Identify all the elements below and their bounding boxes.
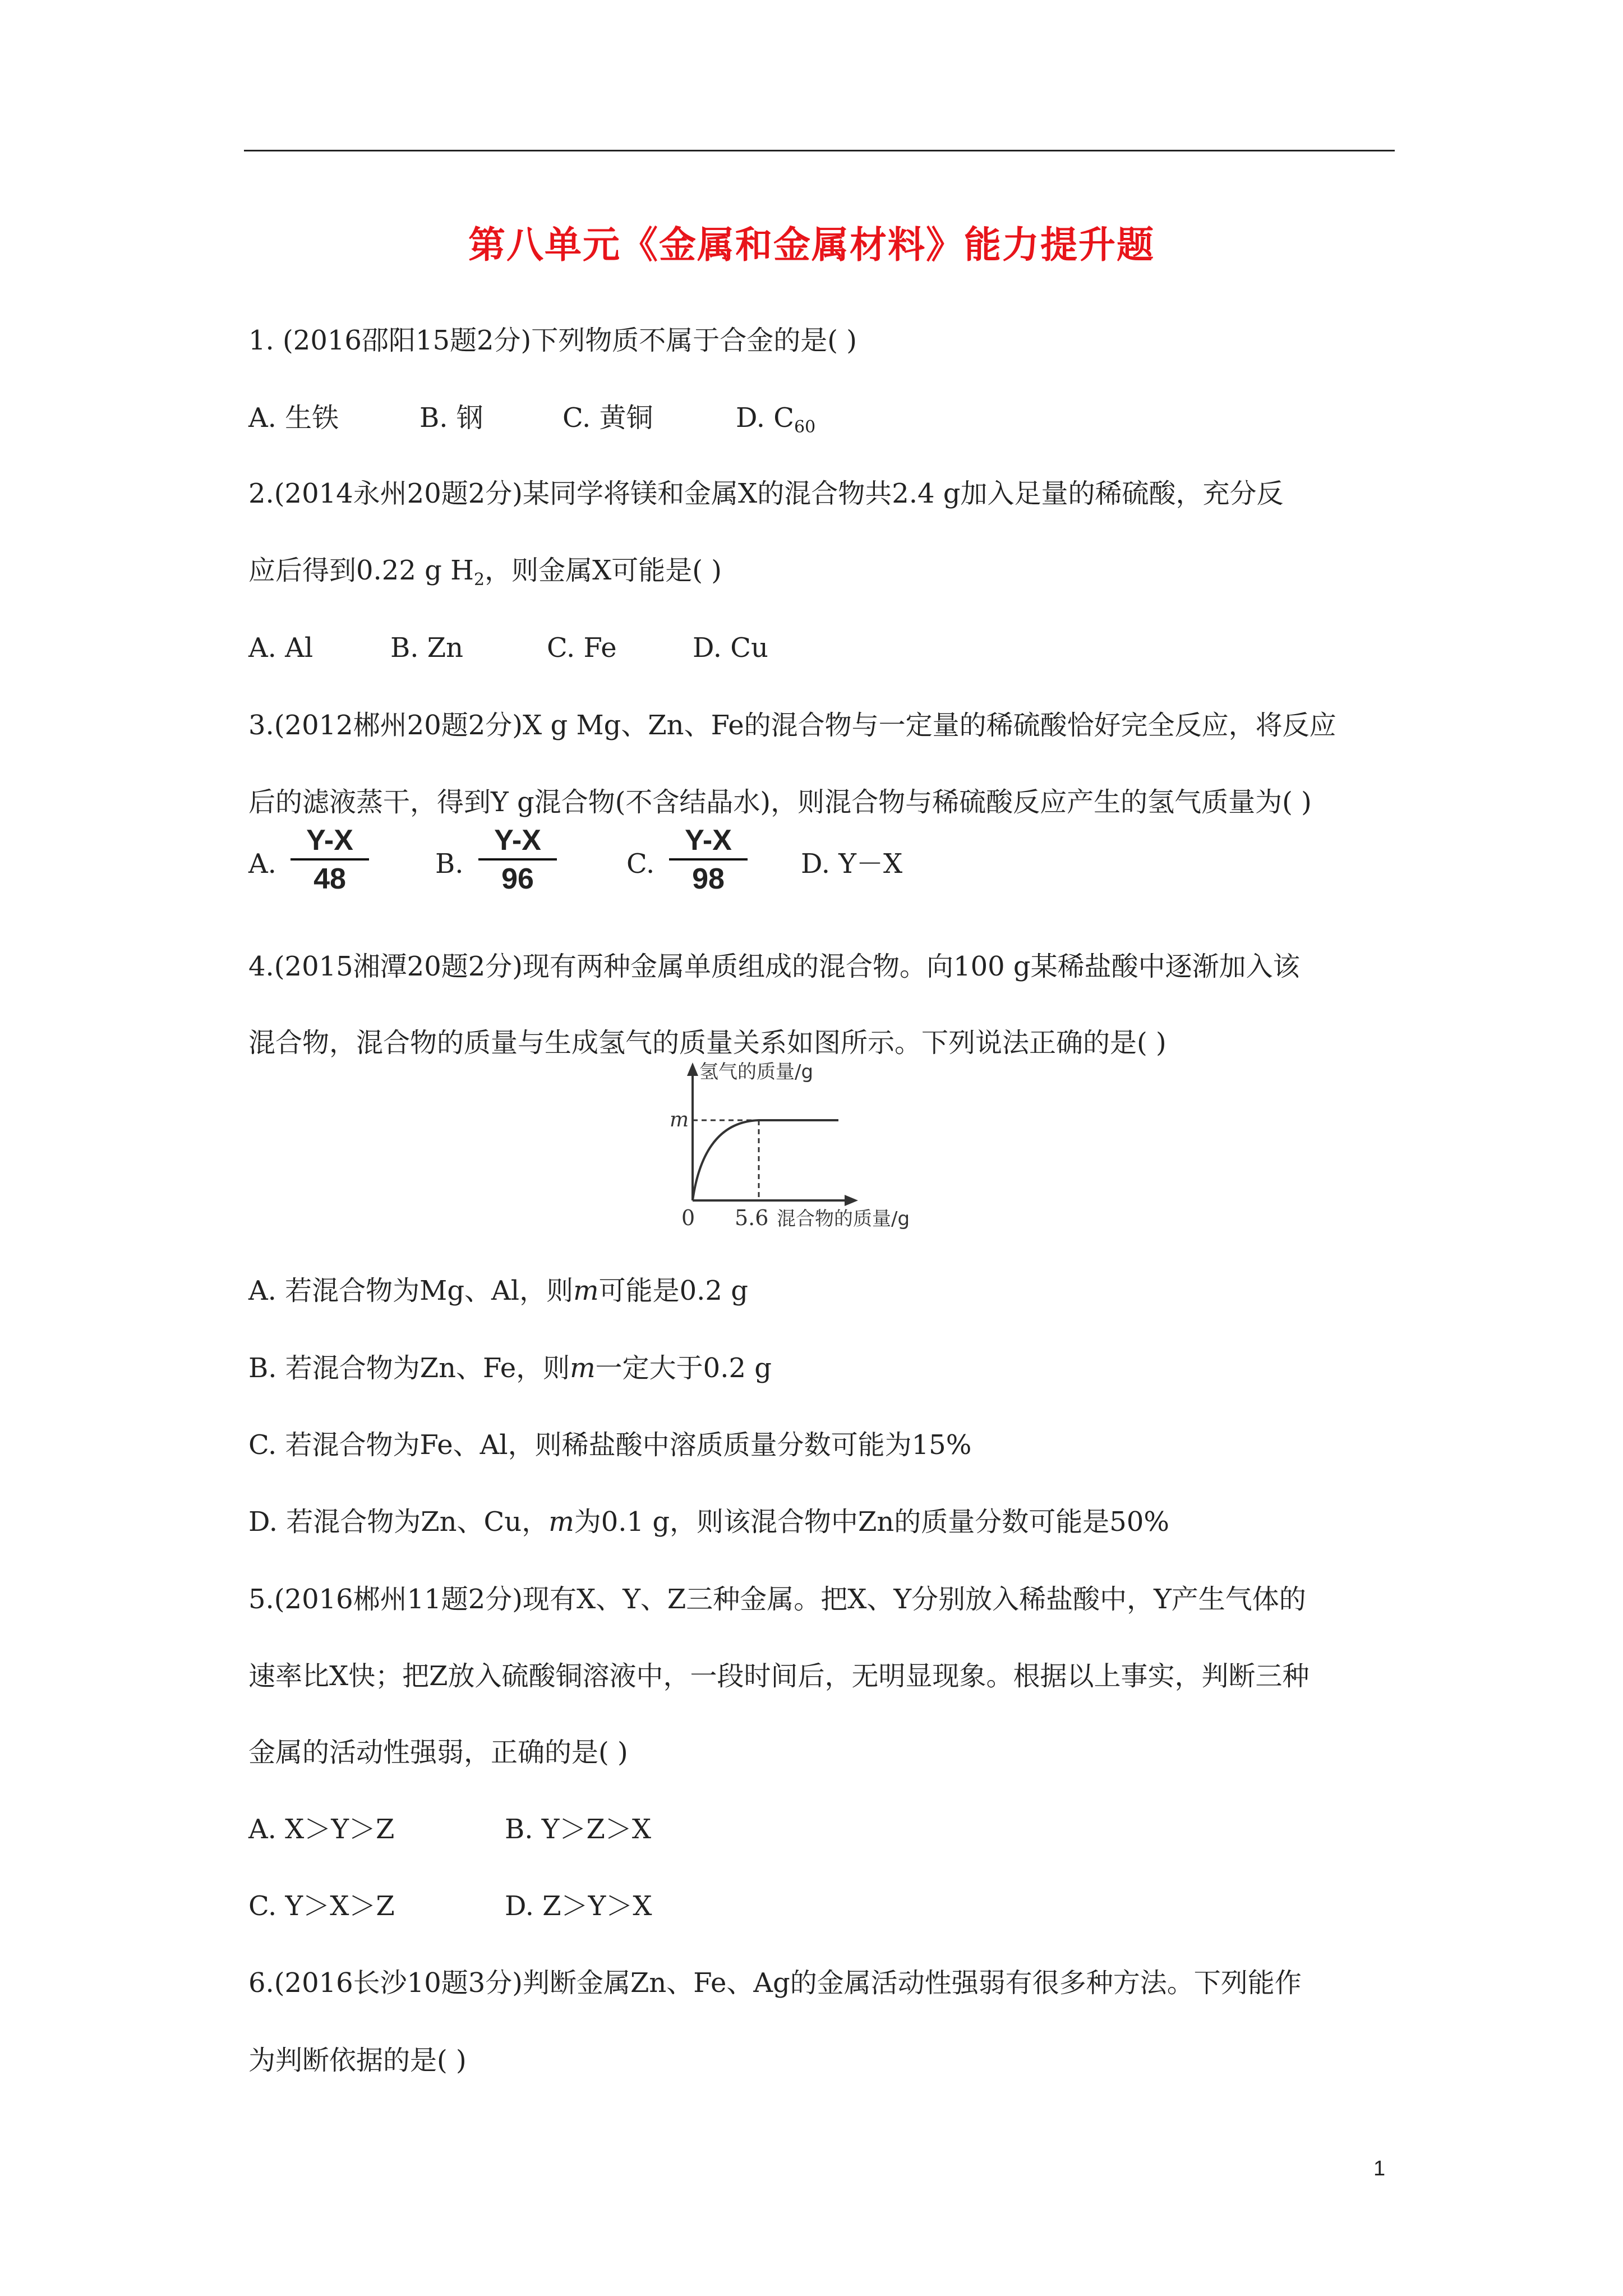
q1-option-a: A. 生铁 [248,402,339,434]
q2-stem-line1: 2.(2014永州20题2分)某同学将镁和金属X的混合物共2.4 g加入足量的稀硫酸，充分反 [248,478,1284,509]
q4-stem-line2: 混合物，混合物的质量与生成氢气的质量关系如图所示。下列说法正确的是( ) [248,1027,1166,1059]
fraction-numerator: Y-X [669,823,748,861]
q2-option-b: B. Zn [390,632,464,664]
q2-option-c: C. Fe [547,632,617,664]
q6-stem-line2: 为判断依据的是( ) [248,2045,467,2076]
fraction-numerator: Y-X [291,823,369,861]
fraction-denominator: 96 [501,863,534,895]
q4-option-d: D. 若混合物为Zn、Cu，m为0.1 g，则该混合物中Zn的质量分数可能是50% [248,1506,1169,1538]
q3-option-a-fraction [291,823,369,898]
q4-stem-line1: 4.(2015湘潭20题2分)现有两种金属单质组成的混合物。向100 g某稀盐酸中逐渐加入该 [248,951,1300,982]
q3-option-c-label: C. [626,848,655,880]
page-number: 1 [1373,2157,1386,2180]
q2-option-a: A. Al [248,632,313,664]
q5-option-a: A. X＞Y＞Z [248,1814,395,1845]
q3-option-b-label: B. [435,848,464,880]
q4-option-b: B. 若混合物为Zn、Fe，则m一定大于0.2 g [248,1352,772,1384]
q5-option-b: B. Y＞Z＞X [505,1814,652,1845]
q1-option-b: B. 钢 [419,402,483,434]
q1-option-c: C. 黄铜 [562,402,653,434]
q3-option-c-fraction [669,823,748,898]
q5-option-d: D. Z＞Y＞X [505,1890,652,1922]
q3-stem-line1: 3.(2012郴州20题2分)X g Mg、Zn、Fe的混合物与一定量的稀硫酸恰好完全反应，将反应 [248,710,1336,741]
page-title: 第八单元《金属和金属材料》能力提升题 [468,223,1155,266]
q6-stem-line1: 6.(2016长沙10题3分)判断金属Zn、Fe、Ag的金属活动性强弱有很多种方法。下列能作 [248,1967,1302,1999]
curve-rising [693,1120,759,1200]
fraction-denominator: 48 [313,863,346,895]
fraction-denominator: 98 [692,863,725,895]
y-axis-arrow [687,1062,698,1076]
header-rule [244,150,1395,151]
q2-stem-line2: 应后得到0.22 g $H_2$，则金属X可能是( ) [248,555,722,590]
fraction-numerator: Y-X [478,823,557,861]
q3-option-d: D. Y－X [801,848,903,880]
origin-label: 0 [681,1205,695,1230]
q5-option-c: C. Y＞X＞Z [248,1890,395,1922]
q5-stem-line3: 金属的活动性强弱，正确的是( ) [248,1737,628,1768]
x-axis-label: 混合物的质量/g [777,1208,910,1230]
q5-stem-line2: 速率比X快；把Z放入硫酸铜溶液中，一段时间后，无明显现象。根据以上事实，判断三种 [248,1660,1310,1692]
q3-option-b-fraction [478,823,557,898]
q4-option-a: A. 若混合物为Mg、Al，则m可能是0.2 g [248,1275,748,1306]
q1-stem: 1. (2016邵阳15题2分)下列物质不属于合金的是( ) [248,325,857,356]
q3-option-a-label: A. [248,848,276,880]
q3-stem-line2: 后的滤液蒸干，得到Y g混合物(不含结晶水)，则混合物与稀硫酸反应产生的氢气质量为( ) [248,786,1312,818]
m-label: m [670,1108,689,1131]
hydrogen-mass-graph [662,1055,976,1240]
q1-option-d: D. $C_{60}$ [736,402,816,437]
x-tick-label: 5.6 [735,1205,769,1230]
x-axis-arrow [845,1195,858,1206]
q2-option-d: D. Cu [693,632,768,664]
y-axis-label: 氢气的质量/g [699,1061,814,1083]
q5-stem-line1: 5.(2016郴州11题2分)现有X、Y、Z三种金属。把X、Y分别放入稀盐酸中，Y产生气体的 [248,1584,1306,1615]
q4-option-c: C. 若混合物为Fe、Al，则稀盐酸中溶质质量分数可能为15% [248,1429,972,1461]
